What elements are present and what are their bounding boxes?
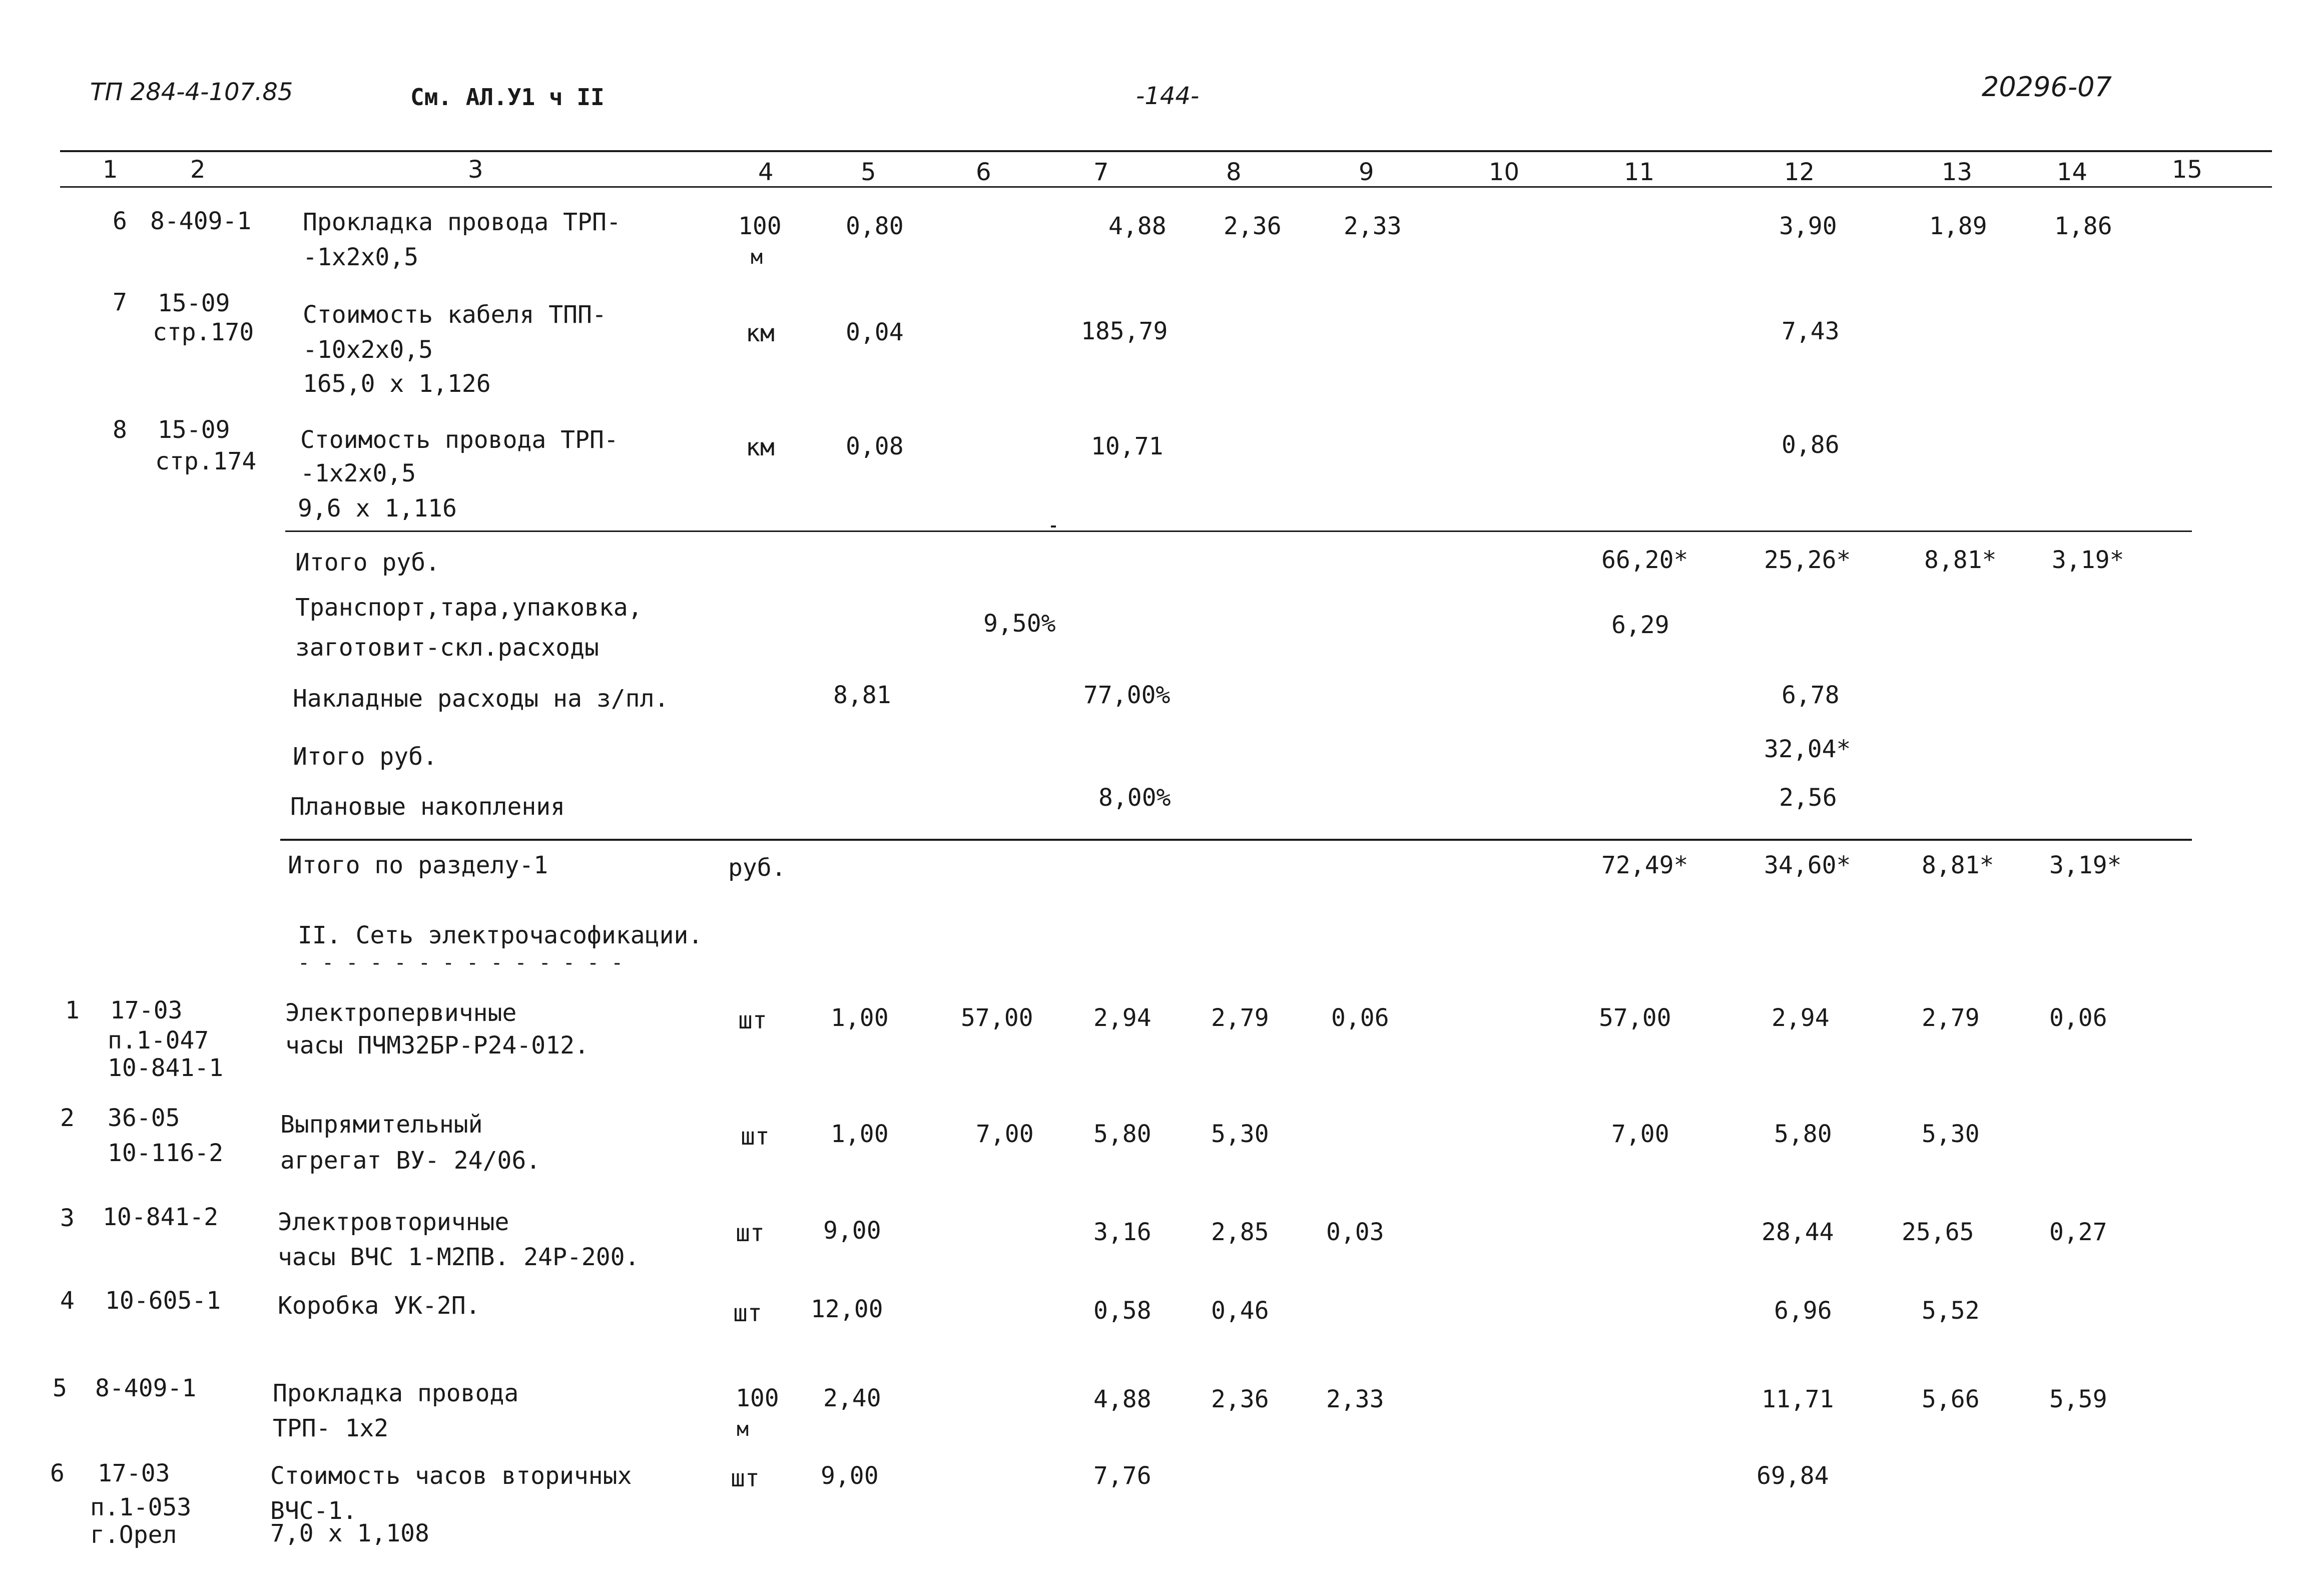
item-description: агрегат ВУ- 24/06. <box>280 1147 541 1175</box>
row-number: 3 <box>60 1204 75 1232</box>
item-description: ВЧС-1. <box>270 1497 357 1525</box>
unit: м <box>737 1418 749 1441</box>
cell-col9: 0,03 <box>1326 1218 1384 1246</box>
cell-col14: 1,86 <box>2054 212 2112 240</box>
rate-code: 17-03 <box>98 1459 170 1487</box>
cell-col7: 0,58 <box>1093 1297 1151 1325</box>
row-number: 7 <box>113 288 127 316</box>
cell-col12: 7,43 <box>1782 317 1840 345</box>
transport-amount: 6,29 <box>1611 611 1669 639</box>
row-number: 5 <box>53 1374 67 1402</box>
rate-code: 8-409-1 <box>150 207 252 235</box>
cell-col13: 25,65 <box>1902 1218 1974 1246</box>
cell-col11: 7,00 <box>1611 1120 1669 1148</box>
quantity: 1,00 <box>831 1004 889 1032</box>
cell-col9: 2,33 <box>1344 212 1402 240</box>
cell-col7: 4,88 <box>1093 1385 1151 1413</box>
section-total-label: Итого по разделу-1 <box>288 851 548 879</box>
column-number: 2 <box>190 156 206 184</box>
total-col12: 25,26* <box>1764 546 1851 574</box>
unit: 100 <box>738 212 782 240</box>
column-number: 9 <box>1359 158 1374 186</box>
item-description: 9,6 x 1,116 <box>298 494 457 522</box>
header-top-rule <box>60 150 2272 152</box>
section-total-col14: 3,19* <box>2049 851 2122 879</box>
section-total-col13: 8,81* <box>1922 851 1994 879</box>
cell-col8: 5,30 <box>1211 1120 1269 1148</box>
cell-col13: 2,79 <box>1922 1004 1980 1032</box>
overhead-amount: 6,78 <box>1782 681 1840 709</box>
unit: шт <box>741 1123 770 1151</box>
item-description: Электровторичные <box>278 1208 509 1236</box>
quantity: 1,00 <box>831 1120 889 1148</box>
unit: шт <box>738 1006 767 1034</box>
column-number: 3 <box>468 156 483 184</box>
unit: шт <box>736 1219 765 1247</box>
row-number: 8 <box>113 416 127 444</box>
item-description: 165,0 x 1,126 <box>303 370 491 398</box>
item-description: ТРП- 1x2 <box>273 1414 389 1442</box>
rate-code: 8-409-1 <box>95 1374 197 1402</box>
cell-col12: 5,80 <box>1774 1120 1832 1148</box>
planned-rate: 8,00% <box>1098 784 1171 812</box>
cell-col9: 2,33 <box>1326 1385 1384 1413</box>
column-number: 11 <box>1624 158 1655 186</box>
rate-code: п.1-053 <box>90 1493 192 1521</box>
section-total-rule <box>280 839 2192 841</box>
sheet-code: 20296-07 <box>1982 71 2112 103</box>
cell-col6: 57,00 <box>961 1004 1033 1032</box>
cell-col13: 5,52 <box>1922 1297 1980 1325</box>
cell-col8: 2,85 <box>1211 1218 1269 1246</box>
section-title-underline: - - - - - - - - - - - - - - <box>298 951 624 974</box>
column-number: 7 <box>1093 158 1109 186</box>
cell-col11: 57,00 <box>1599 1004 1671 1032</box>
rate-code: 15-09 <box>158 289 230 317</box>
item-description: Электропервичные <box>285 999 517 1027</box>
unit: шт <box>731 1464 760 1492</box>
cell-col14: 0,06 <box>2049 1004 2107 1032</box>
column-number: 15 <box>2172 156 2203 184</box>
transport-rate: 9,50% <box>983 610 1056 638</box>
item-description: Выпрямительный <box>280 1111 483 1139</box>
item-description: Прокладка провода ТРП- <box>303 208 621 236</box>
item-description: -1x2x0,5 <box>303 243 419 271</box>
cell-col8: 2,36 <box>1224 212 1282 240</box>
quantity: 12,00 <box>811 1295 883 1323</box>
row-number: 4 <box>60 1287 75 1315</box>
overhead-base: 8,81 <box>833 681 891 709</box>
unit: км <box>746 319 775 347</box>
cell-col7: 185,79 <box>1081 317 1168 345</box>
total-col14: 3,19* <box>2052 546 2124 574</box>
item-description: часы ПЧМ32БР-Р24-012. <box>285 1031 589 1059</box>
cell-col8: 2,36 <box>1211 1385 1269 1413</box>
total-col11: 66,20* <box>1601 546 1688 574</box>
doc-code: ТП 284-4-107.85 <box>90 78 293 106</box>
cell-col7: 3,16 <box>1093 1218 1151 1246</box>
total-col13: 8,81* <box>1924 546 1997 574</box>
total-col12: 32,04* <box>1764 735 1851 763</box>
cell-col12: 69,84 <box>1757 1462 1829 1490</box>
cell-col7: 5,80 <box>1093 1120 1151 1148</box>
cell-col13: 1,89 <box>1929 212 1987 240</box>
quantity: 0,08 <box>846 432 904 460</box>
cell-col12: 28,44 <box>1762 1218 1834 1246</box>
rate-code: 10-841-2 <box>103 1203 219 1231</box>
rate-code: 10-841-1 <box>108 1054 224 1082</box>
cell-col13: 5,66 <box>1922 1385 1980 1413</box>
quantity: 0,04 <box>846 318 904 346</box>
cell-col9: 0,06 <box>1331 1004 1389 1032</box>
column-number: 4 <box>758 158 774 186</box>
quantity: 9,00 <box>823 1217 881 1245</box>
cell-col7: 4,88 <box>1108 212 1167 240</box>
cell-col12: 0,86 <box>1782 431 1840 459</box>
quantity: 0,80 <box>846 212 904 240</box>
overhead-rate: 77,00% <box>1083 681 1171 709</box>
unit: 100 <box>736 1384 779 1412</box>
cell-col12: 11,71 <box>1762 1385 1834 1413</box>
column-number: 6 <box>976 158 991 186</box>
total-label: Итого руб. <box>293 743 437 771</box>
unit: шт <box>733 1299 762 1327</box>
total-label: Итого руб. <box>295 549 440 577</box>
transport-label: Транспорт,тара,упаковка, <box>295 594 643 622</box>
transport-label: заготовит-скл.расходы <box>295 634 599 662</box>
rate-code: 10-605-1 <box>105 1287 221 1315</box>
section-total-col11: 72,49* <box>1601 851 1688 879</box>
unit: м <box>751 246 763 269</box>
column-number: 10 <box>1489 158 1520 186</box>
dash-mark <box>1051 525 1056 527</box>
header-bottom-rule <box>60 186 2272 188</box>
column-number: 14 <box>2057 158 2088 186</box>
item-description: 7,0 x 1,108 <box>270 1519 429 1547</box>
row-number: 2 <box>60 1104 75 1132</box>
page-number: -144- <box>1136 82 1200 110</box>
cell-col12: 3,90 <box>1779 212 1837 240</box>
item-description: Прокладка провода <box>273 1379 519 1407</box>
item-description: Стоимость провода ТРП- <box>300 426 619 454</box>
item-description: Стоимость кабеля ТПП- <box>303 301 607 329</box>
cell-col8: 0,46 <box>1211 1297 1269 1325</box>
cell-col12: 2,94 <box>1772 1004 1830 1032</box>
row-number: 1 <box>65 996 80 1024</box>
rate-code: 10-116-2 <box>108 1139 224 1167</box>
unit: км <box>746 433 775 461</box>
cell-col7: 10,71 <box>1091 432 1164 460</box>
cell-col12: 6,96 <box>1774 1297 1832 1325</box>
row-number: 6 <box>113 207 127 235</box>
column-number: 12 <box>1784 158 1815 186</box>
cell-col7: 2,94 <box>1093 1004 1151 1032</box>
quantity: 9,00 <box>821 1462 879 1490</box>
column-number: 1 <box>103 156 118 184</box>
item-description: -10x2x0,5 <box>303 336 433 364</box>
column-number: 13 <box>1942 158 1973 186</box>
section-total-unit: руб. <box>728 854 786 882</box>
subtotal-rule <box>285 530 2192 532</box>
rate-code: 17-03 <box>110 996 183 1024</box>
quantity: 2,40 <box>823 1384 881 1412</box>
planned-label: Плановые накопления <box>290 793 565 821</box>
cell-col14: 5,59 <box>2049 1385 2107 1413</box>
rate-code: стр.174 <box>155 447 257 475</box>
section-total-col12: 34,60* <box>1764 851 1851 879</box>
section-title: II. Сеть электрочасофикации. <box>298 921 703 949</box>
cell-col8: 2,79 <box>1211 1004 1269 1032</box>
album-reference: См. АЛ.У1 ч II <box>410 84 605 111</box>
column-number: 5 <box>861 158 876 186</box>
cell-col14: 0,27 <box>2049 1218 2107 1246</box>
cell-col6: 7,00 <box>976 1120 1034 1148</box>
item-description: Коробка УК-2П. <box>278 1292 480 1320</box>
item-description: часы ВЧС 1-М2ПВ. 24Р-200. <box>278 1243 640 1271</box>
rate-code: 36-05 <box>108 1104 180 1132</box>
item-description: -1x2x0,5 <box>300 459 416 487</box>
cell-col13: 5,30 <box>1922 1120 1980 1148</box>
planned-amount: 2,56 <box>1779 784 1837 812</box>
rate-code: п.1-047 <box>108 1026 209 1054</box>
rate-code: г.Орел <box>90 1521 177 1549</box>
column-number: 8 <box>1226 158 1242 186</box>
item-description: Стоимость часов вторичных <box>270 1462 632 1490</box>
rate-code: стр.170 <box>153 318 254 346</box>
rate-code: 15-09 <box>158 416 230 444</box>
cell-col7: 7,76 <box>1093 1462 1151 1490</box>
overhead-label: Накладные расходы на з/пл. <box>293 685 669 713</box>
row-number: 6 <box>50 1459 65 1487</box>
